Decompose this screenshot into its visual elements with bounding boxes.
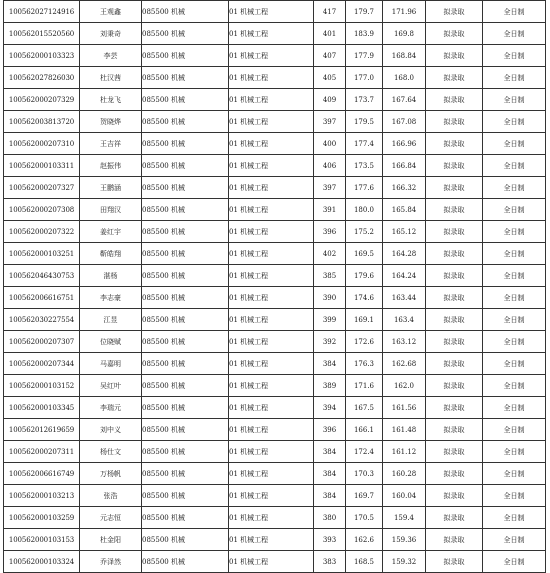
candidate-id-cell: 100562000207307 bbox=[4, 331, 80, 353]
total-score-cell: 160.28 bbox=[383, 463, 426, 485]
admission-status-cell: 拟录取 bbox=[426, 177, 483, 199]
candidate-id-cell: 100562000207308 bbox=[4, 199, 80, 221]
major-code-cell: 085500 机械 bbox=[142, 23, 229, 45]
study-mode-cell: 全日制 bbox=[483, 155, 546, 177]
admission-status-cell: 拟录取 bbox=[426, 199, 483, 221]
candidate-id-cell: 100562027826030 bbox=[4, 67, 80, 89]
table-row bbox=[4, 463, 546, 485]
major-code-cell: 085500 机械 bbox=[142, 155, 229, 177]
table-body bbox=[4, 1, 546, 573]
retest-score-cell: 177.4 bbox=[346, 133, 383, 155]
major-code-cell: 085500 机械 bbox=[142, 67, 229, 89]
admission-status-cell: 拟录取 bbox=[426, 243, 483, 265]
candidate-id-cell: 100562000103311 bbox=[4, 155, 80, 177]
retest-score-cell: 179.6 bbox=[346, 265, 383, 287]
research-direction-cell: 01 机械工程 bbox=[229, 507, 314, 529]
retest-score-cell: 179.5 bbox=[346, 111, 383, 133]
admission-status-cell: 拟录取 bbox=[426, 111, 483, 133]
study-mode-cell: 全日制 bbox=[483, 309, 546, 331]
preliminary-score-cell: 391 bbox=[314, 199, 346, 221]
research-direction-cell: 01 机械工程 bbox=[229, 529, 314, 551]
candidate-id-cell: 100562015520560 bbox=[4, 23, 80, 45]
retest-score-cell: 173.7 bbox=[346, 89, 383, 111]
major-code-cell: 085500 机械 bbox=[142, 89, 229, 111]
research-direction-cell: 01 机械工程 bbox=[229, 397, 314, 419]
total-score-cell: 165.12 bbox=[383, 221, 426, 243]
candidate-id-cell: 100562000103251 bbox=[4, 243, 80, 265]
table-row bbox=[4, 397, 546, 419]
candidate-name-cell: 赵振伟 bbox=[80, 155, 142, 177]
candidate-name-cell: 贺晓烨 bbox=[80, 111, 142, 133]
table-row bbox=[4, 67, 546, 89]
admission-status-cell: 拟录取 bbox=[426, 463, 483, 485]
major-code-cell: 085500 机械 bbox=[142, 485, 229, 507]
major-code-cell: 085500 机械 bbox=[142, 309, 229, 331]
retest-score-cell: 169.5 bbox=[346, 243, 383, 265]
retest-score-cell: 169.7 bbox=[346, 485, 383, 507]
study-mode-cell: 全日制 bbox=[483, 331, 546, 353]
study-mode-cell: 全日制 bbox=[483, 463, 546, 485]
major-code-cell: 085500 机械 bbox=[142, 463, 229, 485]
admission-status-cell: 拟录取 bbox=[426, 419, 483, 441]
study-mode-cell: 全日制 bbox=[483, 485, 546, 507]
admission-status-cell: 拟录取 bbox=[426, 353, 483, 375]
retest-score-cell: 177.0 bbox=[346, 67, 383, 89]
candidate-name-cell: 李芸 bbox=[80, 45, 142, 67]
study-mode-cell: 全日制 bbox=[483, 353, 546, 375]
retest-score-cell: 183.9 bbox=[346, 23, 383, 45]
study-mode-cell: 全日制 bbox=[483, 507, 546, 529]
table-row bbox=[4, 353, 546, 375]
admission-status-cell: 拟录取 bbox=[426, 45, 483, 67]
candidate-name-cell: 马嘉明 bbox=[80, 353, 142, 375]
preliminary-score-cell: 417 bbox=[314, 1, 346, 23]
major-code-cell: 085500 机械 bbox=[142, 221, 229, 243]
admission-status-cell: 拟录取 bbox=[426, 375, 483, 397]
candidate-name-cell: 万杨帆 bbox=[80, 463, 142, 485]
research-direction-cell: 01 机械工程 bbox=[229, 89, 314, 111]
preliminary-score-cell: 397 bbox=[314, 111, 346, 133]
total-score-cell: 166.32 bbox=[383, 177, 426, 199]
research-direction-cell: 01 机械工程 bbox=[229, 419, 314, 441]
research-direction-cell: 01 机械工程 bbox=[229, 23, 314, 45]
preliminary-score-cell: 384 bbox=[314, 353, 346, 375]
research-direction-cell: 01 机械工程 bbox=[229, 133, 314, 155]
candidate-id-cell: 100562027124916 bbox=[4, 1, 80, 23]
candidate-name-cell: 湛杨 bbox=[80, 265, 142, 287]
major-code-cell: 085500 机械 bbox=[142, 287, 229, 309]
preliminary-score-cell: 393 bbox=[314, 529, 346, 551]
preliminary-score-cell: 380 bbox=[314, 507, 346, 529]
candidate-id-cell: 100562000103213 bbox=[4, 485, 80, 507]
total-score-cell: 162.0 bbox=[383, 375, 426, 397]
candidate-name-cell: 李瑞元 bbox=[80, 397, 142, 419]
retest-score-cell: 170.3 bbox=[346, 463, 383, 485]
candidate-name-cell: 田翔汉 bbox=[80, 199, 142, 221]
retest-score-cell: 169.1 bbox=[346, 309, 383, 331]
study-mode-cell: 全日制 bbox=[483, 375, 546, 397]
study-mode-cell: 全日制 bbox=[483, 89, 546, 111]
candidate-id-cell: 100562000103323 bbox=[4, 45, 80, 67]
research-direction-cell: 01 机械工程 bbox=[229, 1, 314, 23]
total-score-cell: 161.48 bbox=[383, 419, 426, 441]
candidate-name-cell: 姜红宇 bbox=[80, 221, 142, 243]
preliminary-score-cell: 396 bbox=[314, 221, 346, 243]
admission-status-cell: 拟录取 bbox=[426, 89, 483, 111]
candidate-id-cell: 100562000207344 bbox=[4, 353, 80, 375]
preliminary-score-cell: 399 bbox=[314, 309, 346, 331]
table-row bbox=[4, 199, 546, 221]
major-code-cell: 085500 机械 bbox=[142, 353, 229, 375]
candidate-name-cell: 位晓赋 bbox=[80, 331, 142, 353]
total-score-cell: 166.84 bbox=[383, 155, 426, 177]
preliminary-score-cell: 390 bbox=[314, 287, 346, 309]
major-code-cell: 085500 机械 bbox=[142, 529, 229, 551]
admission-table bbox=[3, 0, 546, 573]
study-mode-cell: 全日制 bbox=[483, 45, 546, 67]
major-code-cell: 085500 机械 bbox=[142, 419, 229, 441]
research-direction-cell: 01 机械工程 bbox=[229, 331, 314, 353]
candidate-id-cell: 100562000103153 bbox=[4, 529, 80, 551]
major-code-cell: 085500 机械 bbox=[142, 133, 229, 155]
total-score-cell: 166.96 bbox=[383, 133, 426, 155]
total-score-cell: 168.84 bbox=[383, 45, 426, 67]
total-score-cell: 167.08 bbox=[383, 111, 426, 133]
preliminary-score-cell: 406 bbox=[314, 155, 346, 177]
retest-score-cell: 173.5 bbox=[346, 155, 383, 177]
preliminary-score-cell: 389 bbox=[314, 375, 346, 397]
candidate-name-cell: 王观鑫 bbox=[80, 1, 142, 23]
research-direction-cell: 01 机械工程 bbox=[229, 265, 314, 287]
table-row bbox=[4, 551, 546, 573]
table-row bbox=[4, 243, 546, 265]
table-row bbox=[4, 155, 546, 177]
study-mode-cell: 全日制 bbox=[483, 221, 546, 243]
total-score-cell: 163.4 bbox=[383, 309, 426, 331]
total-score-cell: 159.36 bbox=[383, 529, 426, 551]
retest-score-cell: 171.6 bbox=[346, 375, 383, 397]
candidate-id-cell: 100562000207329 bbox=[4, 89, 80, 111]
study-mode-cell: 全日制 bbox=[483, 551, 546, 573]
candidate-name-cell: 靳皓翔 bbox=[80, 243, 142, 265]
total-score-cell: 159.4 bbox=[383, 507, 426, 529]
admission-status-cell: 拟录取 bbox=[426, 397, 483, 419]
admission-status-cell: 拟录取 bbox=[426, 485, 483, 507]
research-direction-cell: 01 机械工程 bbox=[229, 243, 314, 265]
major-code-cell: 085500 机械 bbox=[142, 45, 229, 67]
study-mode-cell: 全日制 bbox=[483, 1, 546, 23]
study-mode-cell: 全日制 bbox=[483, 23, 546, 45]
retest-score-cell: 172.6 bbox=[346, 331, 383, 353]
candidate-name-cell: 刘秉奇 bbox=[80, 23, 142, 45]
table-row bbox=[4, 23, 546, 45]
candidate-id-cell: 100562012619659 bbox=[4, 419, 80, 441]
retest-score-cell: 166.1 bbox=[346, 419, 383, 441]
major-code-cell: 085500 机械 bbox=[142, 551, 229, 573]
study-mode-cell: 全日制 bbox=[483, 111, 546, 133]
retest-score-cell: 167.5 bbox=[346, 397, 383, 419]
admission-status-cell: 拟录取 bbox=[426, 221, 483, 243]
table-row bbox=[4, 45, 546, 67]
preliminary-score-cell: 392 bbox=[314, 331, 346, 353]
admission-status-cell: 拟录取 bbox=[426, 155, 483, 177]
candidate-name-cell: 刘中义 bbox=[80, 419, 142, 441]
preliminary-score-cell: 394 bbox=[314, 397, 346, 419]
research-direction-cell: 01 机械工程 bbox=[229, 177, 314, 199]
major-code-cell: 085500 机械 bbox=[142, 397, 229, 419]
preliminary-score-cell: 402 bbox=[314, 243, 346, 265]
retest-score-cell: 174.6 bbox=[346, 287, 383, 309]
preliminary-score-cell: 383 bbox=[314, 551, 346, 573]
candidate-id-cell: 100562006616749 bbox=[4, 463, 80, 485]
preliminary-score-cell: 401 bbox=[314, 23, 346, 45]
research-direction-cell: 01 机械工程 bbox=[229, 287, 314, 309]
research-direction-cell: 01 机械工程 bbox=[229, 45, 314, 67]
preliminary-score-cell: 385 bbox=[314, 265, 346, 287]
research-direction-cell: 01 机械工程 bbox=[229, 551, 314, 573]
table-row bbox=[4, 309, 546, 331]
candidate-id-cell: 100562000103345 bbox=[4, 397, 80, 419]
candidate-name-cell: 元志恒 bbox=[80, 507, 142, 529]
candidate-name-cell: 吴红叶 bbox=[80, 375, 142, 397]
preliminary-score-cell: 384 bbox=[314, 463, 346, 485]
admission-status-cell: 拟录取 bbox=[426, 287, 483, 309]
major-code-cell: 085500 机械 bbox=[142, 441, 229, 463]
total-score-cell: 161.12 bbox=[383, 441, 426, 463]
total-score-cell: 163.12 bbox=[383, 331, 426, 353]
table-row bbox=[4, 265, 546, 287]
major-code-cell: 085500 机械 bbox=[142, 331, 229, 353]
preliminary-score-cell: 384 bbox=[314, 441, 346, 463]
retest-score-cell: 179.7 bbox=[346, 1, 383, 23]
total-score-cell: 161.56 bbox=[383, 397, 426, 419]
retest-score-cell: 162.6 bbox=[346, 529, 383, 551]
research-direction-cell: 01 机械工程 bbox=[229, 353, 314, 375]
admission-status-cell: 拟录取 bbox=[426, 67, 483, 89]
preliminary-score-cell: 397 bbox=[314, 177, 346, 199]
preliminary-score-cell: 409 bbox=[314, 89, 346, 111]
candidate-id-cell: 100562000207310 bbox=[4, 133, 80, 155]
candidate-id-cell: 100562003813720 bbox=[4, 111, 80, 133]
table-row bbox=[4, 331, 546, 353]
study-mode-cell: 全日制 bbox=[483, 441, 546, 463]
admission-status-cell: 拟录取 bbox=[426, 507, 483, 529]
study-mode-cell: 全日制 bbox=[483, 243, 546, 265]
admission-status-cell: 拟录取 bbox=[426, 309, 483, 331]
study-mode-cell: 全日制 bbox=[483, 265, 546, 287]
table-row bbox=[4, 529, 546, 551]
research-direction-cell: 01 机械工程 bbox=[229, 155, 314, 177]
candidate-id-cell: 100562046430753 bbox=[4, 265, 80, 287]
table-row bbox=[4, 1, 546, 23]
candidate-name-cell: 江昱 bbox=[80, 309, 142, 331]
candidate-id-cell: 100562000103152 bbox=[4, 375, 80, 397]
candidate-id-cell: 100562000103259 bbox=[4, 507, 80, 529]
candidate-name-cell: 杜汉茜 bbox=[80, 67, 142, 89]
total-score-cell: 169.8 bbox=[383, 23, 426, 45]
admission-status-cell: 拟录取 bbox=[426, 265, 483, 287]
preliminary-score-cell: 400 bbox=[314, 133, 346, 155]
major-code-cell: 085500 机械 bbox=[142, 375, 229, 397]
total-score-cell: 163.44 bbox=[383, 287, 426, 309]
candidate-name-cell: 杜龙飞 bbox=[80, 89, 142, 111]
research-direction-cell: 01 机械工程 bbox=[229, 309, 314, 331]
preliminary-score-cell: 405 bbox=[314, 67, 346, 89]
major-code-cell: 085500 机械 bbox=[142, 199, 229, 221]
study-mode-cell: 全日制 bbox=[483, 199, 546, 221]
total-score-cell: 164.28 bbox=[383, 243, 426, 265]
retest-score-cell: 168.5 bbox=[346, 551, 383, 573]
major-code-cell: 085500 机械 bbox=[142, 265, 229, 287]
study-mode-cell: 全日制 bbox=[483, 67, 546, 89]
major-code-cell: 085500 机械 bbox=[142, 1, 229, 23]
admission-status-cell: 拟录取 bbox=[426, 133, 483, 155]
admission-status-cell: 拟录取 bbox=[426, 441, 483, 463]
total-score-cell: 159.32 bbox=[383, 551, 426, 573]
research-direction-cell: 01 机械工程 bbox=[229, 441, 314, 463]
total-score-cell: 165.84 bbox=[383, 199, 426, 221]
admission-status-cell: 拟录取 bbox=[426, 1, 483, 23]
table-row bbox=[4, 485, 546, 507]
candidate-name-cell: 杨仕文 bbox=[80, 441, 142, 463]
study-mode-cell: 全日制 bbox=[483, 529, 546, 551]
research-direction-cell: 01 机械工程 bbox=[229, 221, 314, 243]
table-row bbox=[4, 221, 546, 243]
retest-score-cell: 177.6 bbox=[346, 177, 383, 199]
total-score-cell: 168.0 bbox=[383, 67, 426, 89]
research-direction-cell: 01 机械工程 bbox=[229, 375, 314, 397]
research-direction-cell: 01 机械工程 bbox=[229, 485, 314, 507]
preliminary-score-cell: 384 bbox=[314, 485, 346, 507]
research-direction-cell: 01 机械工程 bbox=[229, 463, 314, 485]
table-row bbox=[4, 111, 546, 133]
research-direction-cell: 01 机械工程 bbox=[229, 111, 314, 133]
table-row bbox=[4, 419, 546, 441]
total-score-cell: 164.24 bbox=[383, 265, 426, 287]
candidate-name-cell: 王鹏涵 bbox=[80, 177, 142, 199]
retest-score-cell: 170.5 bbox=[346, 507, 383, 529]
retest-score-cell: 172.4 bbox=[346, 441, 383, 463]
candidate-id-cell: 100562030227554 bbox=[4, 309, 80, 331]
table-row bbox=[4, 177, 546, 199]
retest-score-cell: 180.0 bbox=[346, 199, 383, 221]
major-code-cell: 085500 机械 bbox=[142, 243, 229, 265]
table-row bbox=[4, 89, 546, 111]
total-score-cell: 160.04 bbox=[383, 485, 426, 507]
candidate-id-cell: 100562000207311 bbox=[4, 441, 80, 463]
table-row bbox=[4, 441, 546, 463]
major-code-cell: 085500 机械 bbox=[142, 111, 229, 133]
admission-status-cell: 拟录取 bbox=[426, 551, 483, 573]
candidate-name-cell: 王吉祥 bbox=[80, 133, 142, 155]
total-score-cell: 167.64 bbox=[383, 89, 426, 111]
total-score-cell: 171.96 bbox=[383, 1, 426, 23]
study-mode-cell: 全日制 bbox=[483, 419, 546, 441]
preliminary-score-cell: 396 bbox=[314, 419, 346, 441]
table-row bbox=[4, 375, 546, 397]
research-direction-cell: 01 机械工程 bbox=[229, 199, 314, 221]
candidate-name-cell: 李志豪 bbox=[80, 287, 142, 309]
preliminary-score-cell: 407 bbox=[314, 45, 346, 67]
research-direction-cell: 01 机械工程 bbox=[229, 67, 314, 89]
admission-status-cell: 拟录取 bbox=[426, 529, 483, 551]
study-mode-cell: 全日制 bbox=[483, 397, 546, 419]
candidate-name-cell: 杜金阳 bbox=[80, 529, 142, 551]
retest-score-cell: 176.3 bbox=[346, 353, 383, 375]
candidate-id-cell: 100562000103324 bbox=[4, 551, 80, 573]
study-mode-cell: 全日制 bbox=[483, 287, 546, 309]
retest-score-cell: 175.2 bbox=[346, 221, 383, 243]
major-code-cell: 085500 机械 bbox=[142, 507, 229, 529]
total-score-cell: 162.68 bbox=[383, 353, 426, 375]
candidate-id-cell: 100562000207327 bbox=[4, 177, 80, 199]
major-code-cell: 085500 机械 bbox=[142, 177, 229, 199]
admission-status-cell: 拟录取 bbox=[426, 331, 483, 353]
candidate-id-cell: 100562000207322 bbox=[4, 221, 80, 243]
table-row bbox=[4, 507, 546, 529]
study-mode-cell: 全日制 bbox=[483, 133, 546, 155]
retest-score-cell: 177.9 bbox=[346, 45, 383, 67]
candidate-name-cell: 张浩 bbox=[80, 485, 142, 507]
table-row bbox=[4, 133, 546, 155]
table-row bbox=[4, 287, 546, 309]
candidate-name-cell: 乔泽然 bbox=[80, 551, 142, 573]
candidate-id-cell: 100562006616751 bbox=[4, 287, 80, 309]
study-mode-cell: 全日制 bbox=[483, 177, 546, 199]
admission-status-cell: 拟录取 bbox=[426, 23, 483, 45]
